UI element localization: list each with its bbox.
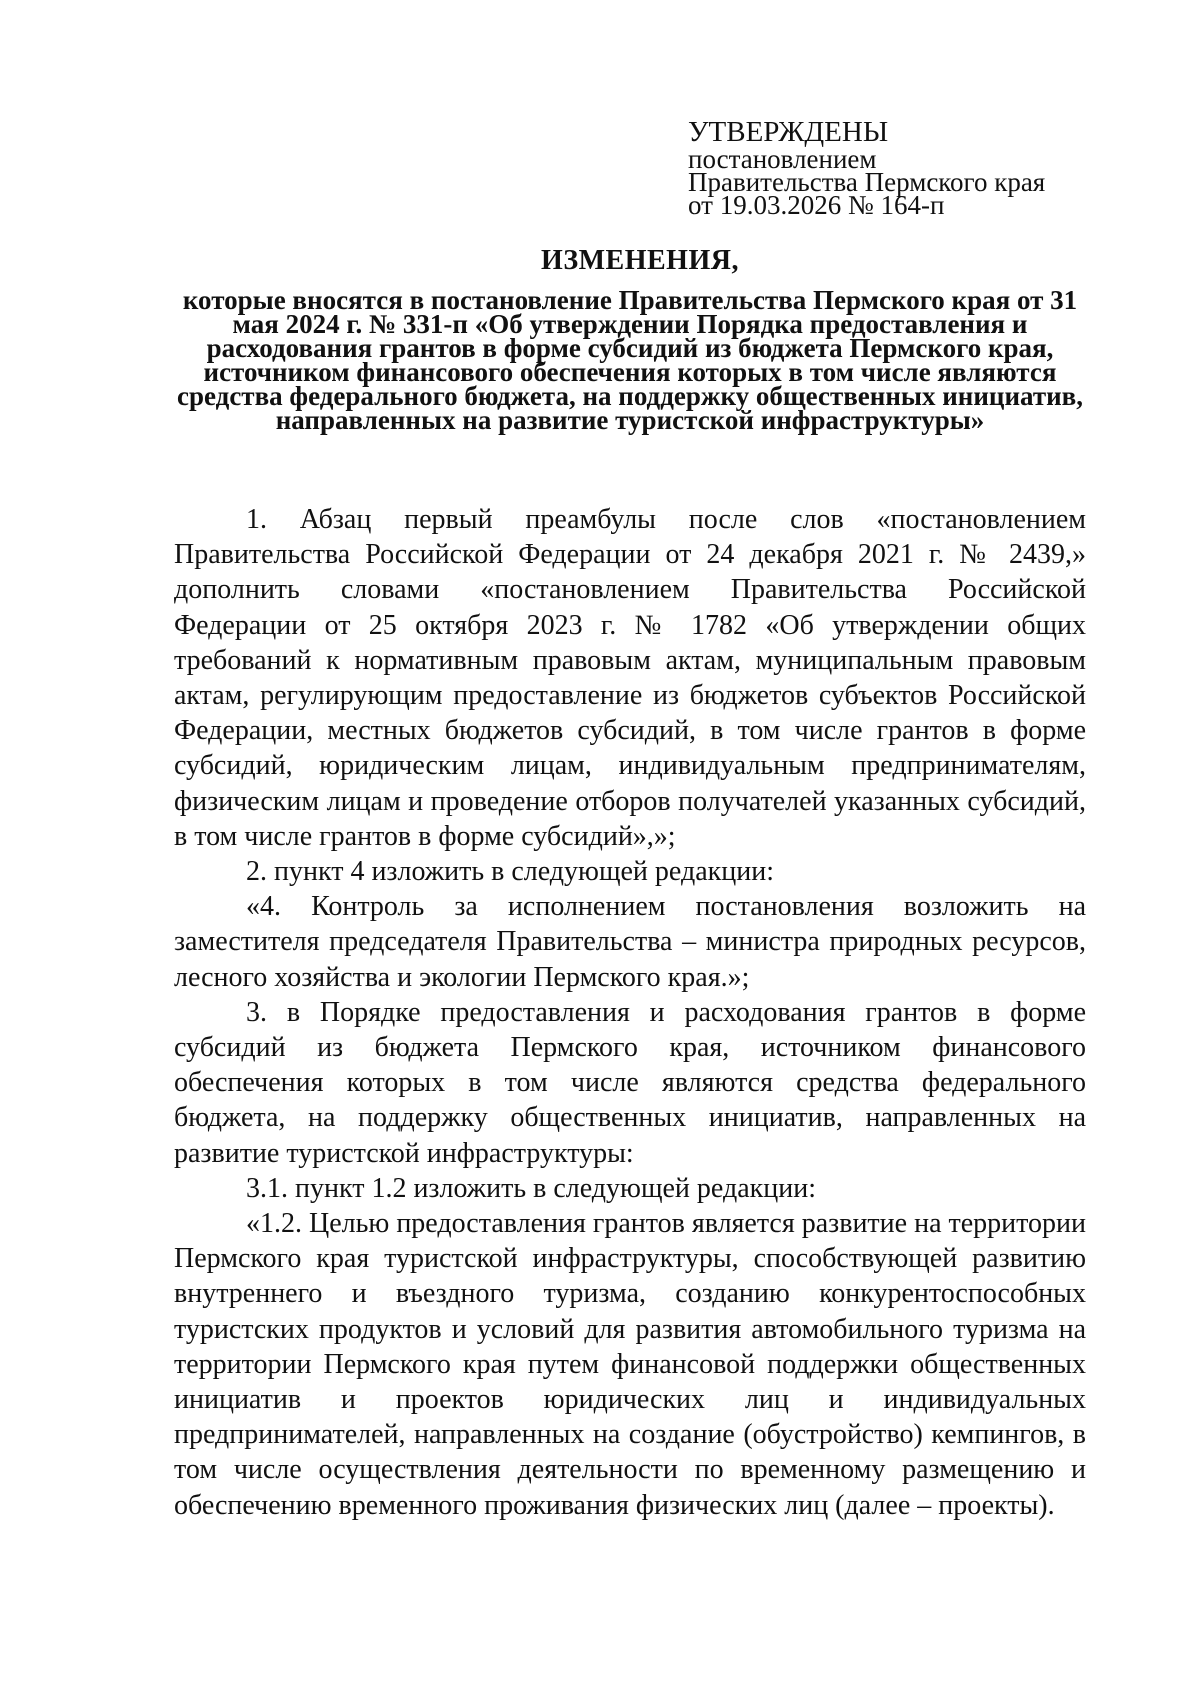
approval-line-3: от 19.03.2026 № 164-п [688,190,945,220]
paragraph-6: «1.2. Целью предоставления грантов является развитие на территории Пермского края туристской инфраструктуры, способствующей развитию внутреннего и въездного туризма, созданию конкурентоспособных туристских продуктов и условий для развития автомобильного туризма на территории Пермского края путем финансовой поддержки общественных инициатив и проектов юридических лиц и индивидуальных предпринимателей, направленных на создание (обустройство) кемпингов, в том числе осуществления деятельности по временному размещению и обеспечению временного проживания физических лиц (далее – проекты). [174,1208,1086,1521]
document-subtitle: которые вносятся в постановление Правительства Пермского края от 31 мая 2024 г. № 331-п «Об утверждении Порядка предоставления и расходования грантов в форме субсидий из бюджета Пермского края, источником финансового обеспечения которых в том числе являются средства федерального бюджета, на поддержку общественных инициатив, направленных на развитие туристской инфраструктуры» [177,285,1083,435]
paragraph-1: 1. Абзац первый преамбулы после слов «постановлением Правительства Российской Федерации от 24 декабря 2021 г. № 2439,» дополнить словами «постановлением Правительства Российской Федерации от 25 октября 2023 г. № 1782 «Об утверждении общих требований к нормативным правовым актам, муниципальным правовым актам, регулирующим предоставление из бюджетов субъектов Российской Федерации, местных бюджетов субсидий, в том числе грантов в форме субсидий, юридическим лицам, индивидуальным предпринимателям, физическим лицам и проведение отборов получателей указанных субсидий, в том числе грантов в форме субсидий»,»; [174,504,1086,852]
approval-line-2: Правительства Пермского края [688,167,1046,197]
paragraph-3: «4. Контроль за исполнением постановления возложить на заместителя председателя Правительства – министра природных ресурсов, лесного хозяйства и экологии Пермского края.»; [174,891,1086,993]
approval-heading: УТВЕРЖДЕНЫ [688,116,889,148]
approval-line-1: постановлением [688,144,877,174]
paragraph-2: 2. пункт 4 изложить в следующей редакции: [246,856,774,888]
paragraph-4: 3. в Порядке предоставления и расходования грантов в форме субсидий из бюджета Пермского края, источником финансового обеспечения которых в том числе являются средства федерального бюджета, на поддержку общественных инициатив, направленных на развитие туристской инфраструктуры: [174,996,1086,1169]
document-body [174,502,1086,1523]
approval-stamp-block [688,116,1108,220]
document-title: ИЗМЕНЕНИЯ, [541,245,739,276]
paragraph-5: 3.1. пункт 1.2 изложить в следующей редакции: [246,1172,816,1204]
